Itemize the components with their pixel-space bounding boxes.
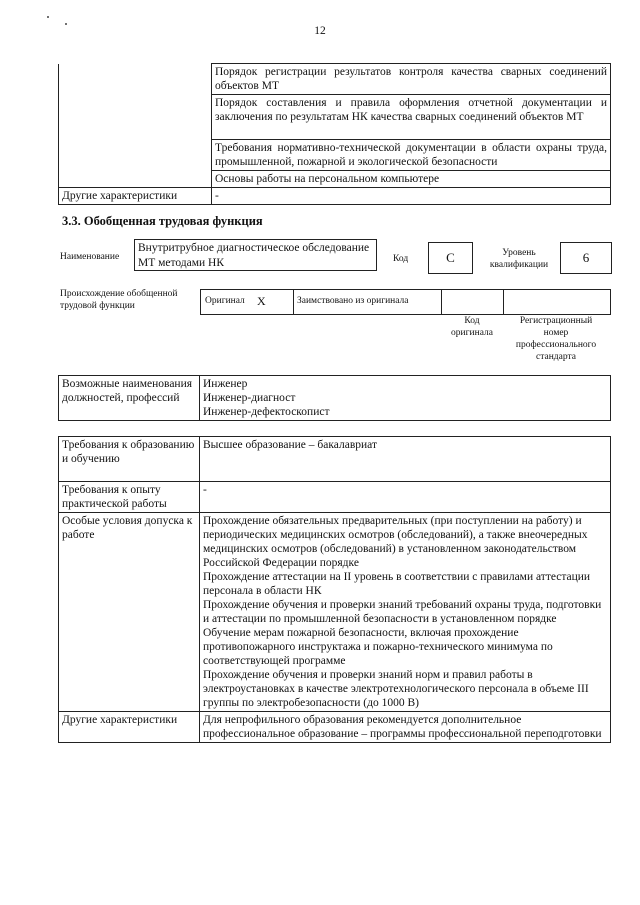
scan-speck [47,16,49,18]
name-label: Наименование [60,252,120,262]
position-name: Инженер-диагност [203,392,296,404]
position-name: Инженер-дефектоскопист [203,406,330,418]
origin-divider [503,290,504,314]
requirements-table [58,436,611,743]
function-name-box: Внутритрубное диагностическое обследование МТ методами НК [134,239,377,271]
experience-requirements-label: Требования к опыту практической работы [59,482,200,513]
borrowed-label: Заимствовано из оригинала [297,296,409,306]
origin-divider [441,290,442,314]
section-title: 3.3. Обобщенная трудовая функция [62,214,263,228]
positions-label: Возможные наименования должностей, профессий [59,376,200,421]
knowledge-item: Порядок составления и правила оформления отчетной документации и заключения по результатам НК качества сварных соединений объектов МТ [212,95,611,140]
position-name: Инженер [203,378,248,390]
admission-conditions-value: Прохождение обязательных предварительных (при поступлении на работу) и периодических медицинских осмотров (обследований), а также внеочередных медицинских осмотров (обследований) в установленном законодательством Российской Федерации порядке Прохождение аттестации на II уровень в соответствии с правилами аттестации персонала в области НК Прохождение обучения и проверки знаний требований охраны труда, подготовки и аттестации по промышленной безопасности в установленном порядке Обучение мерам пожарной безопасности, включая прохождение противопожарного инструктажа и пожарно-технического минимума по соответствующей программе Прохождение обучения и проверки знаний норм и правил работы в электроустановках в качестве электротехнологического персонала в объеме III группы по электробезопасности (до 1000 В) [200,513,611,712]
knowledge-label-cell [59,64,212,188]
education-requirements-label: Требования к образованию и обучению [59,437,200,482]
admission-conditions-label: Особые условия допуска к работе [59,513,200,712]
code-value-box: C [428,242,473,274]
other-characteristics-value: - [212,188,611,205]
origin-label: Происхождение обобщенной трудовой функции [60,289,178,311]
positions-table [58,375,611,421]
experience-requirements-value: - [200,482,611,513]
qualification-level-box: 6 [560,242,612,274]
page-number: 12 [314,25,326,37]
qualification-level-label: Уровень квалификации [489,248,549,270]
knowledge-item: Основы работы на персональном компьютере [212,171,611,188]
other-characteristics-label: Другие характеристики [59,712,200,743]
other-characteristics-label: Другие характеристики [59,188,212,205]
knowledge-table [58,63,611,205]
code-label: Код [393,254,409,264]
knowledge-item: Требования нормативно-технической документации в области охраны труда, промышленной, пожарной и экологической безопасности [212,140,611,171]
registration-number-caption: Регистрационный номер профессионального стандарта [515,316,597,362]
origin-divider [293,290,294,314]
origin-table [200,289,611,315]
original-code-caption: Код оригинала [451,316,493,338]
education-requirements-value: Высшее образование – бакалавриат [200,437,611,482]
knowledge-item: Порядок регистрации результатов контроля качества сварных соединений объектов МТ [212,64,611,95]
original-mark: X [257,294,266,308]
original-label: Оригинал [205,296,245,306]
other-characteristics-value: Для непрофильного образования рекомендуется дополнительное профессиональное образование – программы профессиональной переподготовки [200,712,611,743]
